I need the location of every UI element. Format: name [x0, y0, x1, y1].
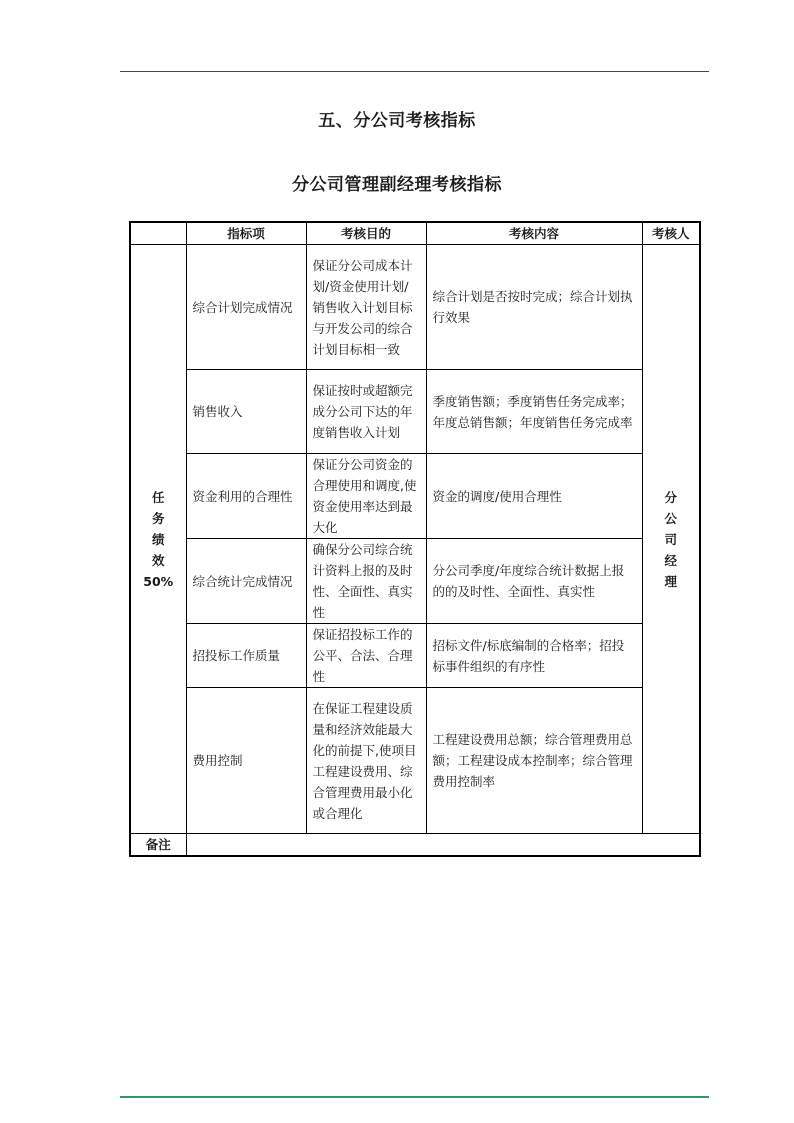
purpose-cell: 确保分公司综合统计资料上报的及时性、全面性、真实性 [306, 539, 426, 624]
assessor-label-line: 分 [664, 489, 677, 505]
assessor-label-line: 经 [664, 552, 677, 568]
table-row [130, 370, 700, 454]
category-label-line: 效 50% [143, 552, 174, 589]
purpose-cell: 在保证工程建设质量和经济效能最大化的前提下,使项目工程建设费用、综合管理费用最小化或合理化 [306, 688, 426, 834]
category-cell [130, 245, 186, 834]
content-cell: 综合计划是否按时完成；综合计划执行效果 [426, 245, 642, 370]
content-cell: 招标文件/标底编制的合格率；招投标事件组织的有序性 [426, 624, 642, 688]
metric-cell: 资金利用的合理性 [186, 454, 306, 539]
header-content: 考核内容 [426, 222, 642, 245]
content-cell: 季度销售额；季度销售任务完成率；年度总销售额；年度销售任务完成率 [426, 370, 642, 454]
metric-cell: 综合统计完成情况 [186, 539, 306, 624]
metric-cell: 费用控制 [186, 688, 306, 834]
remark-label: 备注 [130, 834, 186, 857]
metric-cell: 综合计划完成情况 [186, 245, 306, 370]
purpose-cell: 保证分公司资金的合理使用和调度,使资金使用率达到最大化 [306, 454, 426, 539]
purpose-cell: 保证按时或超额完成分公司下达的年度销售收入计划 [306, 370, 426, 454]
assessor-cell [642, 245, 700, 834]
assessor-label-line: 公 [664, 510, 677, 526]
header-purpose: 考核目的 [306, 222, 426, 245]
table-row [130, 688, 700, 834]
category-label-line: 绩 [151, 531, 165, 547]
header-metric: 指标项 [186, 222, 306, 245]
purpose-cell: 保证分公司成本计划/资金使用计划/销售收入计划目标与开发公司的综合计划目标相一致 [306, 245, 426, 370]
header-assessor: 考核人 [642, 222, 700, 245]
remark-row [130, 834, 700, 857]
category-label-line: 务 [151, 510, 165, 526]
kpi-table [129, 221, 701, 857]
table-row [130, 539, 700, 624]
header-category [130, 222, 186, 245]
content-cell: 资金的调度/使用合理性 [426, 454, 642, 539]
content-cell: 分公司季度/年度综合统计数据上报的的及时性、全面性、真实性 [426, 539, 642, 624]
header-rule [120, 71, 709, 72]
table-row [130, 624, 700, 688]
table-row [130, 245, 700, 370]
remark-value [186, 834, 700, 857]
table-row [130, 454, 700, 539]
metric-cell: 销售收入 [186, 370, 306, 454]
assessor-label-line: 司 [664, 531, 677, 547]
table-header-row [130, 222, 700, 245]
footer-rule [120, 1096, 709, 1098]
purpose-cell: 保证招投标工作的公平、合法、合理性 [306, 624, 426, 688]
table-title: 分公司管理副经理考核指标 [292, 175, 502, 195]
section-title: 五、分公司考核指标 [318, 111, 476, 131]
content-cell: 工程建设费用总额；综合管理费用总额；工程建设成本控制率；综合管理费用控制率 [426, 688, 642, 834]
assessor-label-line: 理 [664, 573, 677, 589]
category-label-line: 任 [151, 489, 165, 505]
metric-cell: 招投标工作质量 [186, 624, 306, 688]
